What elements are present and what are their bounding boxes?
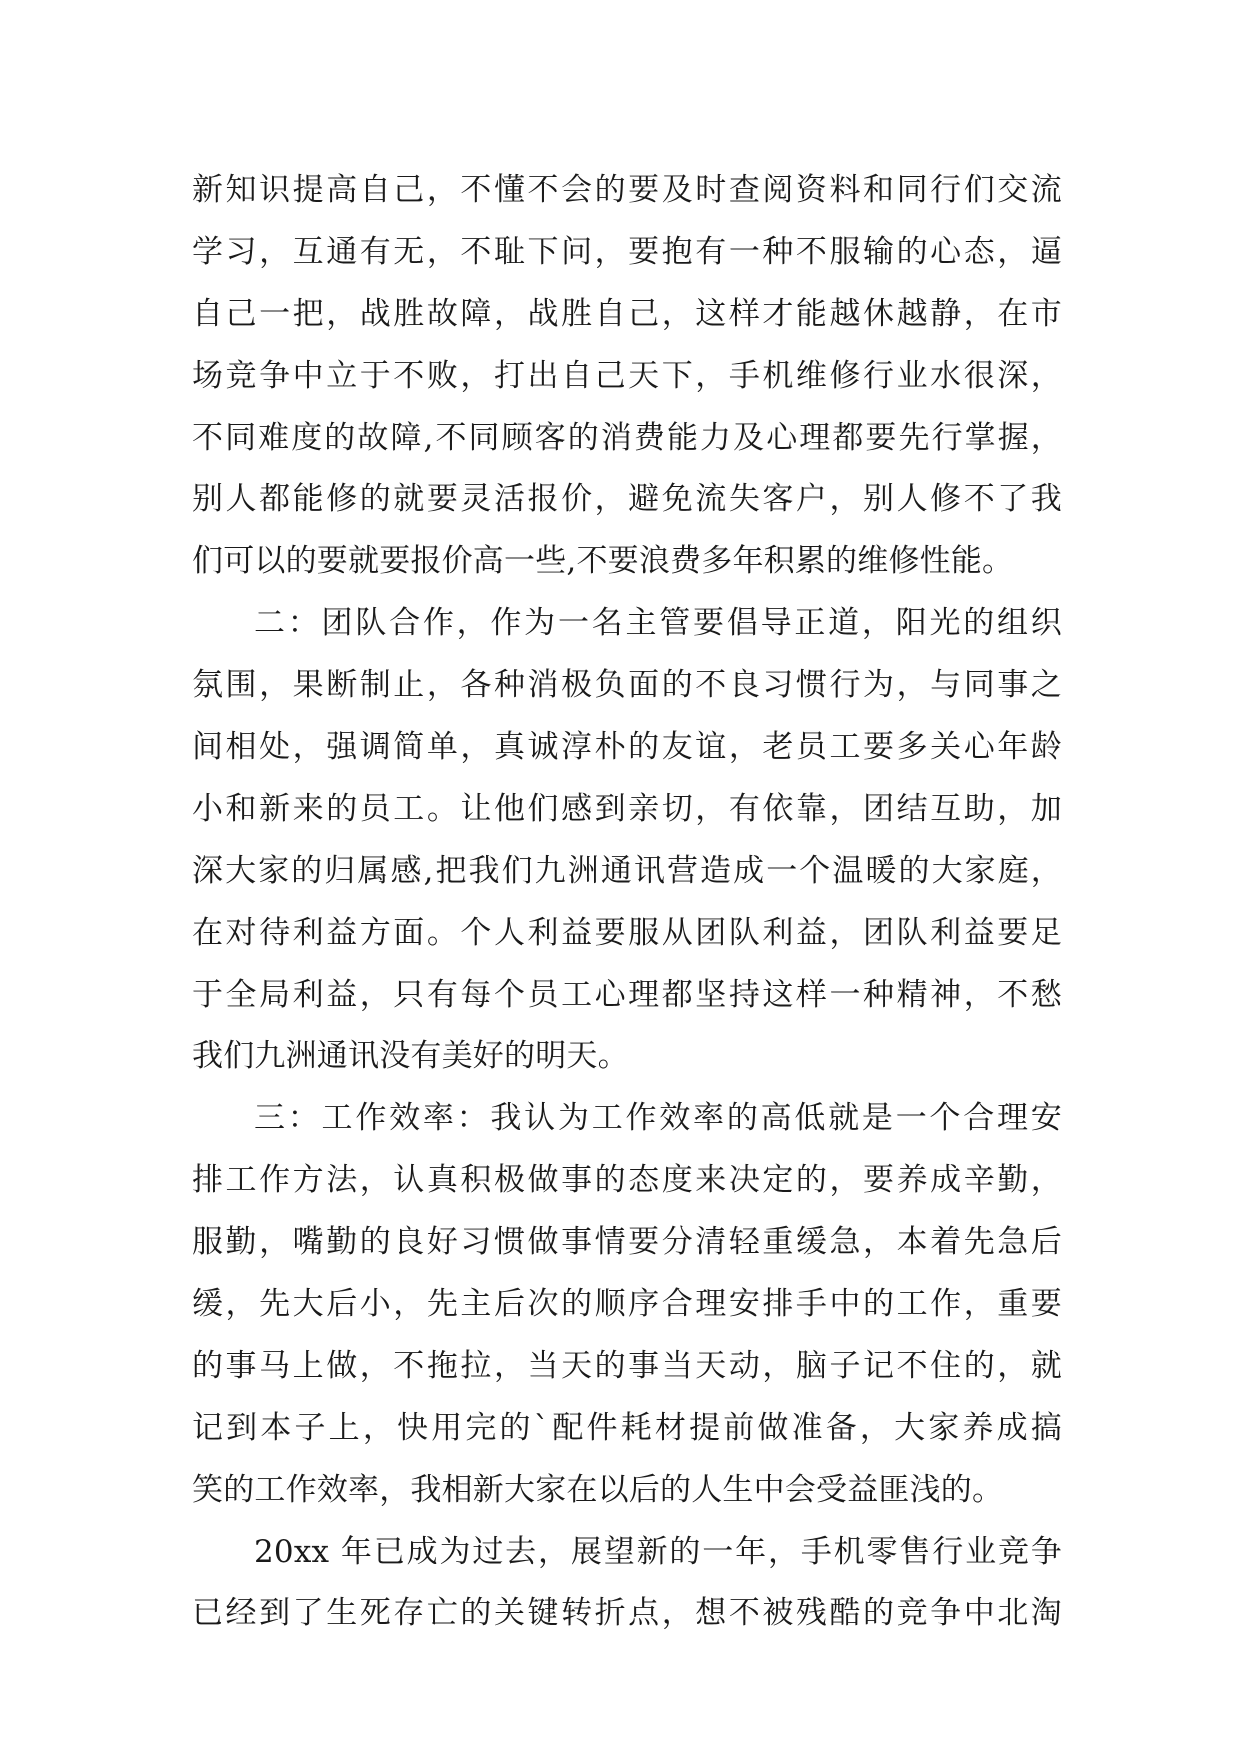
text-line: 已经到了生死存亡的关键转折点，想不被残酷的竞争中北淘 xyxy=(192,1595,1062,1632)
text-line: 间相处，强调简单，真诚淳朴的友谊，老员工要多关心年龄 xyxy=(192,729,1062,766)
text-line: 笑的工作效率，我相新大家在以后的人生中会受益匪浅的。 xyxy=(192,1471,1004,1508)
text-line: 小和新来的员工。让他们感到亲切，有依靠，团结互助，加 xyxy=(192,790,1062,827)
text-line: 们可以的要就要报价高一些,不要浪费多年积累的维修性能。 xyxy=(192,543,1014,580)
text-line: 在对待利益方面。个人利益要服从团队利益，团队利益要足 xyxy=(192,914,1062,951)
text-line: 服勤，嘴勤的良好习惯做事情要分清轻重缓急，本着先急后 xyxy=(192,1224,1062,1261)
text-line: 记到本子上，快用完的`配件耗材提前做准备，大家养成搞 xyxy=(192,1409,1062,1446)
text-line: 不同难度的故障,不同顾客的消费能力及心理都要先行掌握， xyxy=(192,419,1062,456)
text-line: 的事马上做，不拖拉，当天的事当天动，脑子记不住的，就 xyxy=(192,1347,1062,1384)
text-line: 自己一把，战胜故障，战胜自己，这样才能越休越静，在市 xyxy=(192,295,1062,332)
text-line: 深大家的归属感,把我们九洲通讯营造成一个温暖的大家庭， xyxy=(192,852,1062,889)
text-line: 别人都能修的就要灵活报价，避免流失客户，别人修不了我 xyxy=(192,481,1062,518)
text-line: 二：团队合作，作为一名主管要倡导正道，阳光的组织 xyxy=(254,605,1062,642)
document-body xyxy=(192,160,1062,1645)
text-line: 新知识提高自己，不懂不会的要及时查阅资料和同行们交流 xyxy=(192,172,1062,208)
text-line: 氛围，果断制止，各种消极负面的不良习惯行为，与同事之 xyxy=(192,667,1062,704)
text-line: 我们九洲通讯没有美好的明天。 xyxy=(192,1038,629,1075)
text-line: 场竞争中立于不败，打出自己天下，手机维修行业水很深， xyxy=(192,357,1062,394)
text-line: 20xx 年已成为过去，展望新的一年，手机零售行业竞争 xyxy=(254,1533,1062,1570)
text-line: 排工作方法，认真积极做事的态度来决定的，要养成辛勤， xyxy=(192,1162,1062,1199)
text-line: 三：工作效率：我认为工作效率的高低就是一个合理安 xyxy=(254,1100,1062,1137)
text-line: 缓，先大后小，先主后次的顺序合理安排手中的工作，重要 xyxy=(192,1286,1062,1323)
text-line: 学习，互通有无，不耻下问，要抱有一种不服输的心态，逼 xyxy=(192,233,1062,270)
text-line: 于全局利益，只有每个员工心理都坚持这样一种精神，不愁 xyxy=(192,976,1062,1013)
